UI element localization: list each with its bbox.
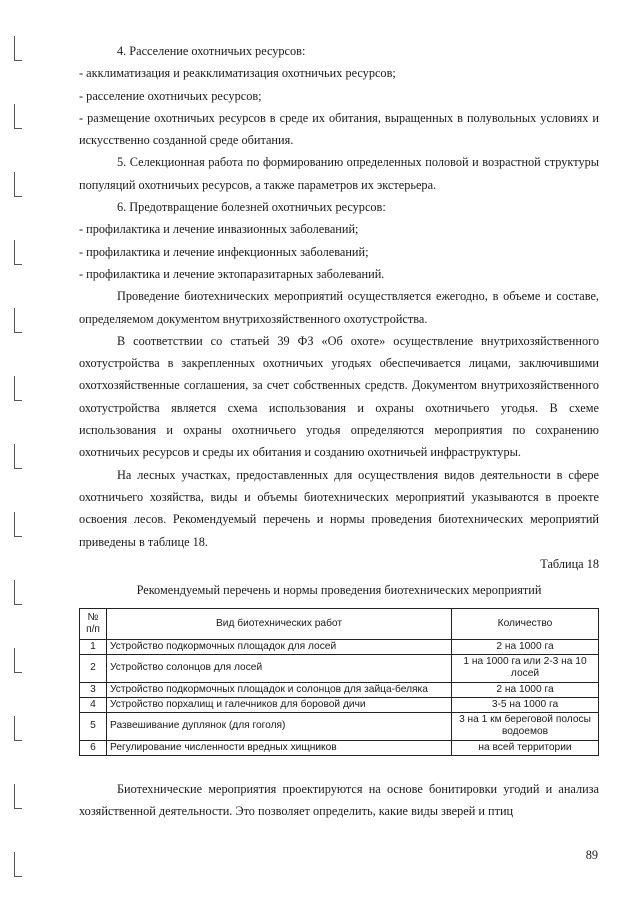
margin-mark <box>14 852 22 877</box>
list-item: - профилактика и лечение эктопаразитарных заболеваний. <box>79 266 385 281</box>
list-item: - размещение охотничьих ресурсов в среде их обитания, выращенных в полувольных условиях и искусственно созданной среде обитания. <box>79 110 599 148</box>
cell-qty: 3-5 на 1000 га <box>452 697 599 712</box>
paragraph: 5. Селекционная работа по формированию определенных половой и возрастной структуры популяций охотничьих ресурсов, а также параметров их экстерьера. <box>79 155 599 192</box>
margin-mark <box>14 648 22 673</box>
cell-work: Устройство подкормочных площадок для лосей <box>107 639 452 654</box>
cell-num: 6 <box>80 740 107 755</box>
cell-num: 3 <box>80 682 107 697</box>
cell-work: Устройство порхалищ и галечников для боровой дичи <box>107 697 452 712</box>
header-qty: Количество <box>452 608 599 639</box>
header-work: Вид биотехнических работ <box>107 608 452 639</box>
table-row <box>80 639 599 654</box>
cell-work: Устройство подкормочных площадок и солонцов для зайца-беляка <box>107 682 452 697</box>
cell-qty: 3 на 1 км береговой полосы водоемов <box>452 712 599 740</box>
cell-qty: 2 на 1000 га <box>452 682 599 697</box>
cell-num: 5 <box>80 712 107 740</box>
cell-qty: 2 на 1000 га <box>452 639 599 654</box>
margin-mark <box>14 376 22 401</box>
cell-num: 2 <box>80 654 107 682</box>
table-row <box>80 697 599 712</box>
cell-num: 1 <box>80 639 107 654</box>
table-row <box>80 654 599 682</box>
cell-work: Регулирование численности вредных хищников <box>107 740 452 755</box>
table-header-row <box>80 608 599 639</box>
margin-mark <box>14 444 22 469</box>
document-page <box>79 40 599 822</box>
table-row <box>80 682 599 697</box>
paragraph: В соответствии со статьей 39 ФЗ «Об охоте» осуществление внутрихозяйственного охотустройства в закрепленных охотничьих угодьях обеспечивается лицами, заключившими охотхозяйственные соглашения, за счет собственных средств. Документом внутрихозяйственного охотустройства является схема использования и охраны охотничьего угодья. В схеме использования и охраны охотничьего угодья определяются мероприятия по сохранению охотничьих ресурсов и среды их обитания и созданию охотничьей инфраструктуры. <box>79 333 599 460</box>
cell-work: Развешивание дуплянок (для гоголя) <box>107 712 452 740</box>
table-row <box>80 740 599 755</box>
table-label: Таблица 18 <box>540 556 599 571</box>
paragraph: 4. Расселение охотничьих ресурсов: <box>117 44 306 58</box>
margin-mark <box>14 716 22 741</box>
paragraph: 6. Предотвращение болезней охотничьих ресурсов: <box>117 200 386 215</box>
table-row <box>80 712 599 740</box>
cell-qty: на всей территории <box>452 740 599 755</box>
table-title: Рекомендуемый перечень и нормы проведения биотехнических мероприятий <box>136 582 542 597</box>
margin-mark <box>14 580 22 605</box>
header-num: № п/п <box>80 608 107 639</box>
list-item: - профилактика и лечение инвазионных заболеваний; <box>79 222 359 237</box>
paragraph: Биотехнические мероприятия проектируются на основе бонитировки угодий и анализа хозяйственной деятельности. Это позволяет определить, какие виды зверей и птиц <box>79 781 599 819</box>
biotech-table <box>79 608 599 756</box>
paragraph: Проведение биотехнических мероприятий осуществляется ежегодно, в объеме и составе, определяемом документом внутрихозяйственного охотустройства. <box>79 289 599 326</box>
cell-num: 4 <box>80 697 107 712</box>
margin-mark <box>14 512 22 537</box>
margin-mark <box>14 784 22 809</box>
page-number: 89 <box>585 848 598 862</box>
margin-mark <box>14 36 22 61</box>
margin-mark <box>14 308 22 333</box>
binding-margin-marks <box>14 36 24 876</box>
margin-mark <box>14 172 22 197</box>
list-item: - акклиматизация и реакклиматизация охотничьих ресурсов; <box>79 66 396 81</box>
cell-work: Устройство солонцов для лосей <box>107 654 452 682</box>
margin-mark <box>14 240 22 265</box>
cell-qty: 1 на 1000 га или 2-3 на 10 лосей <box>452 654 599 682</box>
paragraph: На лесных участках, предоставленных для осуществления видов деятельности в сфере охотничьего хозяйства, виды и объемы биотехнических мероприятий указываются в проекте освоения лесов. Рекомендуемый перечень и нормы проведения биотехнических мероприятий приведены в таблице 18. <box>79 467 599 549</box>
list-item: - профилактика и лечение инфекционных заболеваний; <box>79 244 369 259</box>
margin-mark <box>14 104 22 129</box>
list-item: - расселение охотничьих ресурсов; <box>79 88 262 103</box>
